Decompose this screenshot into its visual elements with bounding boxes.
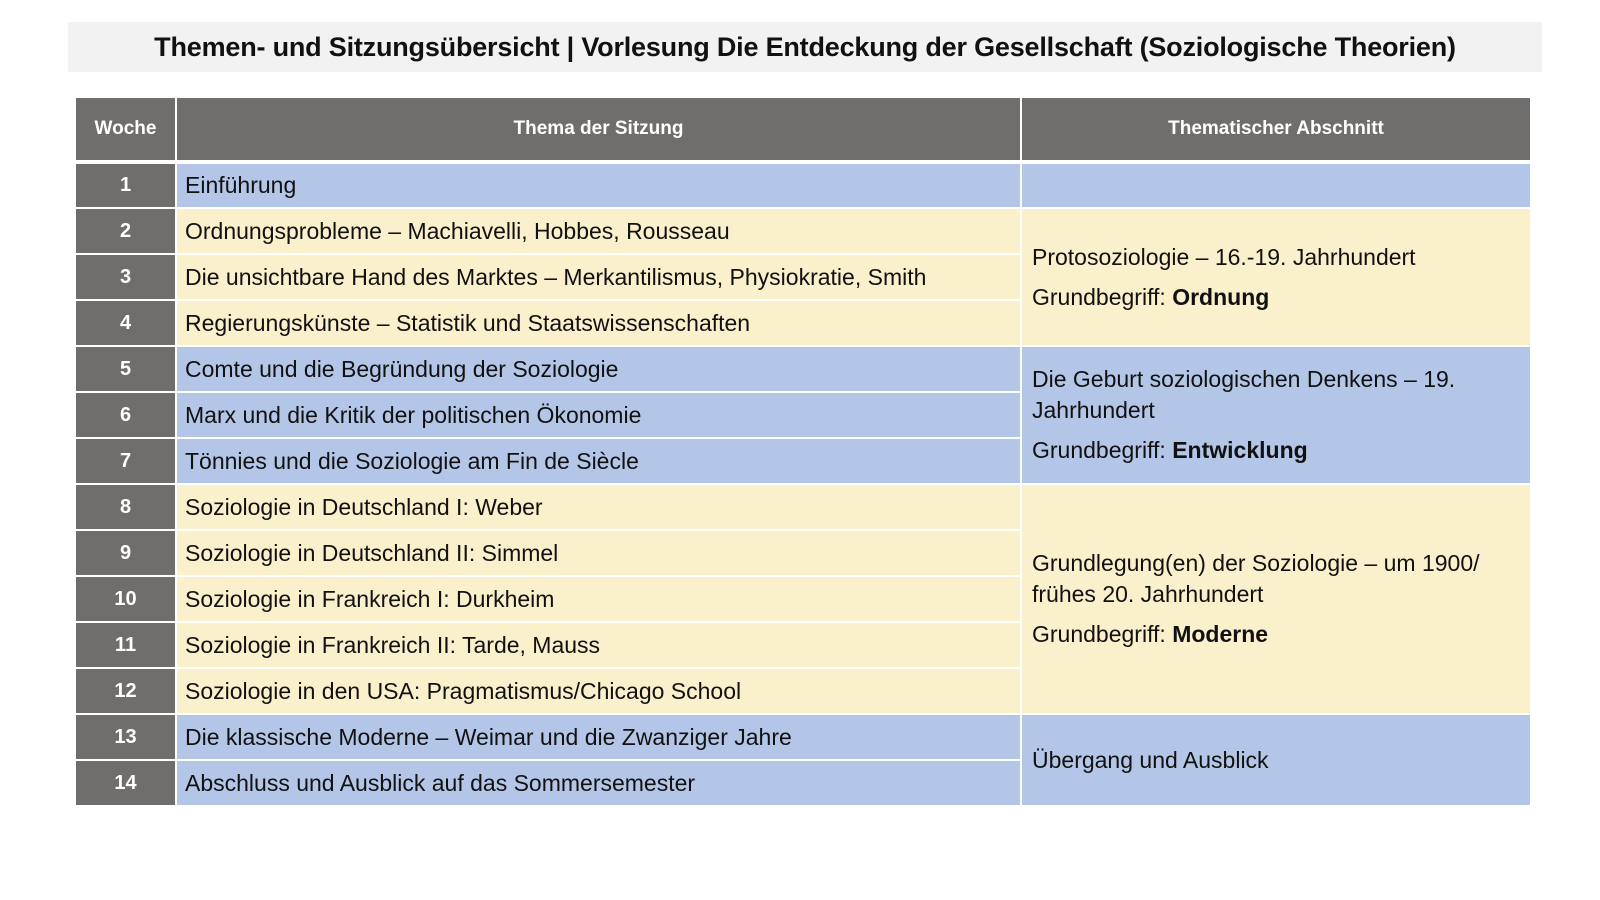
header-section: Thematischer Abschnitt <box>1021 98 1530 162</box>
table-row <box>76 346 1530 392</box>
session-topic: Soziologie in Deutschland II: Simmel <box>176 530 1021 576</box>
session-topic: Soziologie in Deutschland I: Weber <box>176 484 1021 530</box>
concept-label: Grundbegriff: <box>1032 437 1173 463</box>
week-number: 3 <box>76 254 176 300</box>
section-title: Übergang und Ausblick <box>1032 746 1269 773</box>
week-number: 12 <box>76 668 176 714</box>
table-header-row <box>76 98 1530 162</box>
week-number: 2 <box>76 208 176 254</box>
session-topic: Regierungskünste – Statistik und Staatswissenschaften <box>176 300 1021 346</box>
week-number: 14 <box>76 760 176 806</box>
week-number: 13 <box>76 714 176 760</box>
week-number: 11 <box>76 622 176 668</box>
week-number: 5 <box>76 346 176 392</box>
header-week: Woche <box>76 98 176 162</box>
table-row <box>76 714 1530 760</box>
section-title: Die Geburt soziologischen Denkens – 19. Jahrhundert <box>1032 366 1456 423</box>
session-topic: Soziologie in Frankreich I: Durkheim <box>176 576 1021 622</box>
session-topic: Die klassische Moderne – Weimar und die Zwanziger Jahre <box>176 714 1021 760</box>
section-cell <box>1021 208 1530 346</box>
table-row <box>76 208 1530 254</box>
section-concept <box>1032 282 1520 313</box>
table-row <box>76 162 1530 208</box>
header-topic: Thema der Sitzung <box>176 98 1021 162</box>
session-topic: Abschluss und Ausblick auf das Sommersemester <box>176 760 1021 806</box>
section-cell <box>1021 714 1530 806</box>
section-title: Grundlegung(en) der Soziologie – um 1900/ frühes 20. Jahrhundert <box>1032 550 1480 607</box>
schedule-table <box>76 98 1530 807</box>
week-number: 6 <box>76 392 176 438</box>
section-cell <box>1021 346 1530 484</box>
concept-label: Grundbegriff: <box>1032 283 1173 310</box>
session-topic: Einführung <box>176 162 1021 208</box>
concept-term: Entwicklung <box>1172 437 1308 463</box>
week-number: 8 <box>76 484 176 530</box>
table-row <box>76 484 1530 530</box>
title-bar <box>68 22 1542 72</box>
concept-label: Grundbegriff: <box>1032 621 1173 647</box>
section-cell <box>1021 484 1530 714</box>
week-number: 9 <box>76 530 176 576</box>
week-number: 1 <box>76 162 176 208</box>
week-number: 7 <box>76 438 176 484</box>
session-topic: Comte und die Begründung der Soziologie <box>176 346 1021 392</box>
section-concept <box>1032 435 1520 466</box>
session-topic: Tönnies und die Soziologie am Fin de Siècle <box>176 438 1021 484</box>
session-topic: Die unsichtbare Hand des Marktes – Merkantilismus, Physiokratie, Smith <box>176 254 1021 300</box>
page-title: Themen- und Sitzungsübersicht | Vorlesung Die Entdeckung der Gesellschaft (Soziologische Theorien) <box>154 31 1456 62</box>
section-title: Protosoziologie – 16.-19. Jahrhundert <box>1032 243 1416 270</box>
week-number: 4 <box>76 300 176 346</box>
session-topic: Soziologie in den USA: Pragmatismus/Chicago School <box>176 668 1021 714</box>
session-topic: Ordnungsprobleme – Machiavelli, Hobbes, Rousseau <box>176 208 1021 254</box>
session-topic: Soziologie in Frankreich II: Tarde, Mauss <box>176 622 1021 668</box>
session-topic: Marx und die Kritik der politischen Ökonomie <box>176 392 1021 438</box>
concept-term: Moderne <box>1172 621 1269 647</box>
week-number: 10 <box>76 576 176 622</box>
concept-term: Ordnung <box>1172 283 1270 310</box>
section-cell-empty <box>1021 162 1530 208</box>
section-concept <box>1032 619 1520 650</box>
